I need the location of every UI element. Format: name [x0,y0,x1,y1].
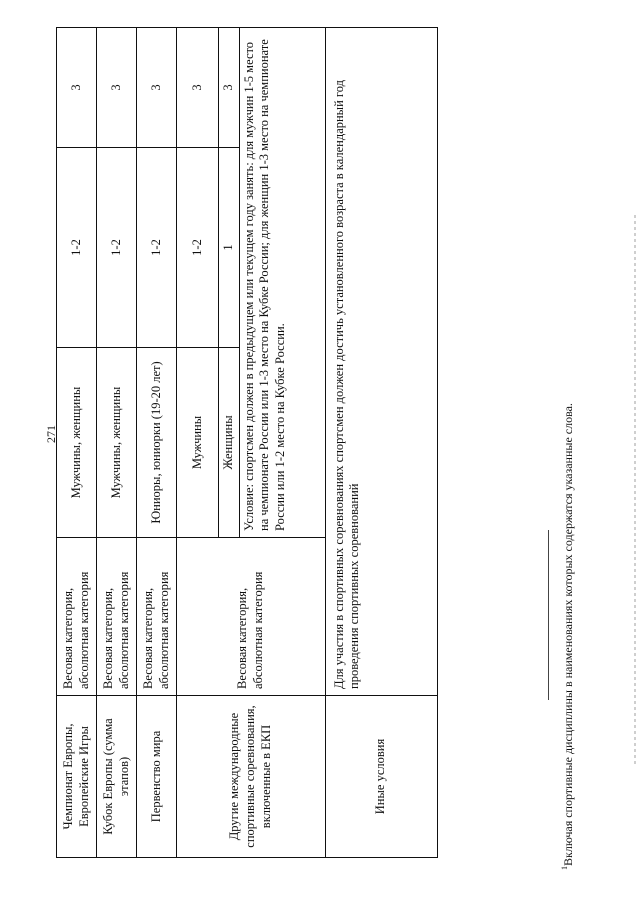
count-cell: 3 [57,28,97,148]
group-cell: Мужчины [177,348,219,538]
footnote-marker: 1 [560,866,569,870]
table-row [57,28,97,858]
place-cell: 1-2 [57,148,97,348]
group-cell: Женщины [219,348,240,538]
footnote [560,250,575,870]
scan-edge-mark [634,215,636,765]
competition-cell: Первенство мира [137,696,177,858]
count-cell: 3 [97,28,137,148]
discipline-cell: Весовая категория, абсолютная категория [97,538,137,696]
count-cell: 3 [219,28,240,148]
discipline-cell: Весовая категория, абсолютная категория [177,538,326,696]
discipline-cell: Весовая категория, абсолютная категория [137,538,177,696]
table-row [97,28,137,858]
competition-cell: Кубок Европы (сумма этапов) [97,696,137,858]
condition-cell: Условие: спортсмен должен в предыдущем или текущем году занять: для мужчин 1-5 место на чемпионате России или 1-3 место на Кубке России; для женщин 1-3 место на чемпионате России или 1-2 место на Кубке России. [239,28,325,538]
group-cell: Юниоры, юниорки (19-20 лет) [137,348,177,538]
rotated-table-wrapper [56,28,438,858]
footnote-text: Включая спортивные дисциплины в наименованиях которых содержатся указанные слова. [561,403,575,866]
page-number: 271 [44,425,58,443]
table-row [177,28,219,858]
competition-cell: Другие международные спортивные соревнования, включенные в ЕКП [177,696,326,858]
place-cell: 1-2 [97,148,137,348]
table-row [325,28,437,858]
group-cell: Мужчины, женщины [97,348,137,538]
group-cell: Мужчины, женщины [57,348,97,538]
other-conditions-label: Иные условия [325,696,437,858]
place-cell: 1-2 [177,148,219,348]
count-cell: 3 [137,28,177,148]
requirements-table [56,27,438,858]
count-cell: 3 [177,28,219,148]
footnote-divider [548,530,549,700]
competition-cell: Чемпионат Европы, Европейские Игры [57,696,97,858]
discipline-cell: Весовая категория, абсолютная категория [57,538,97,696]
table-row [137,28,177,858]
place-cell: 1 [219,148,240,348]
other-conditions-text: Для участия в спортивных соревнованиях спортсмен должен достичь установленного возраста в календарный год проведения спортивных соревнований [325,28,437,696]
place-cell: 1-2 [137,148,177,348]
